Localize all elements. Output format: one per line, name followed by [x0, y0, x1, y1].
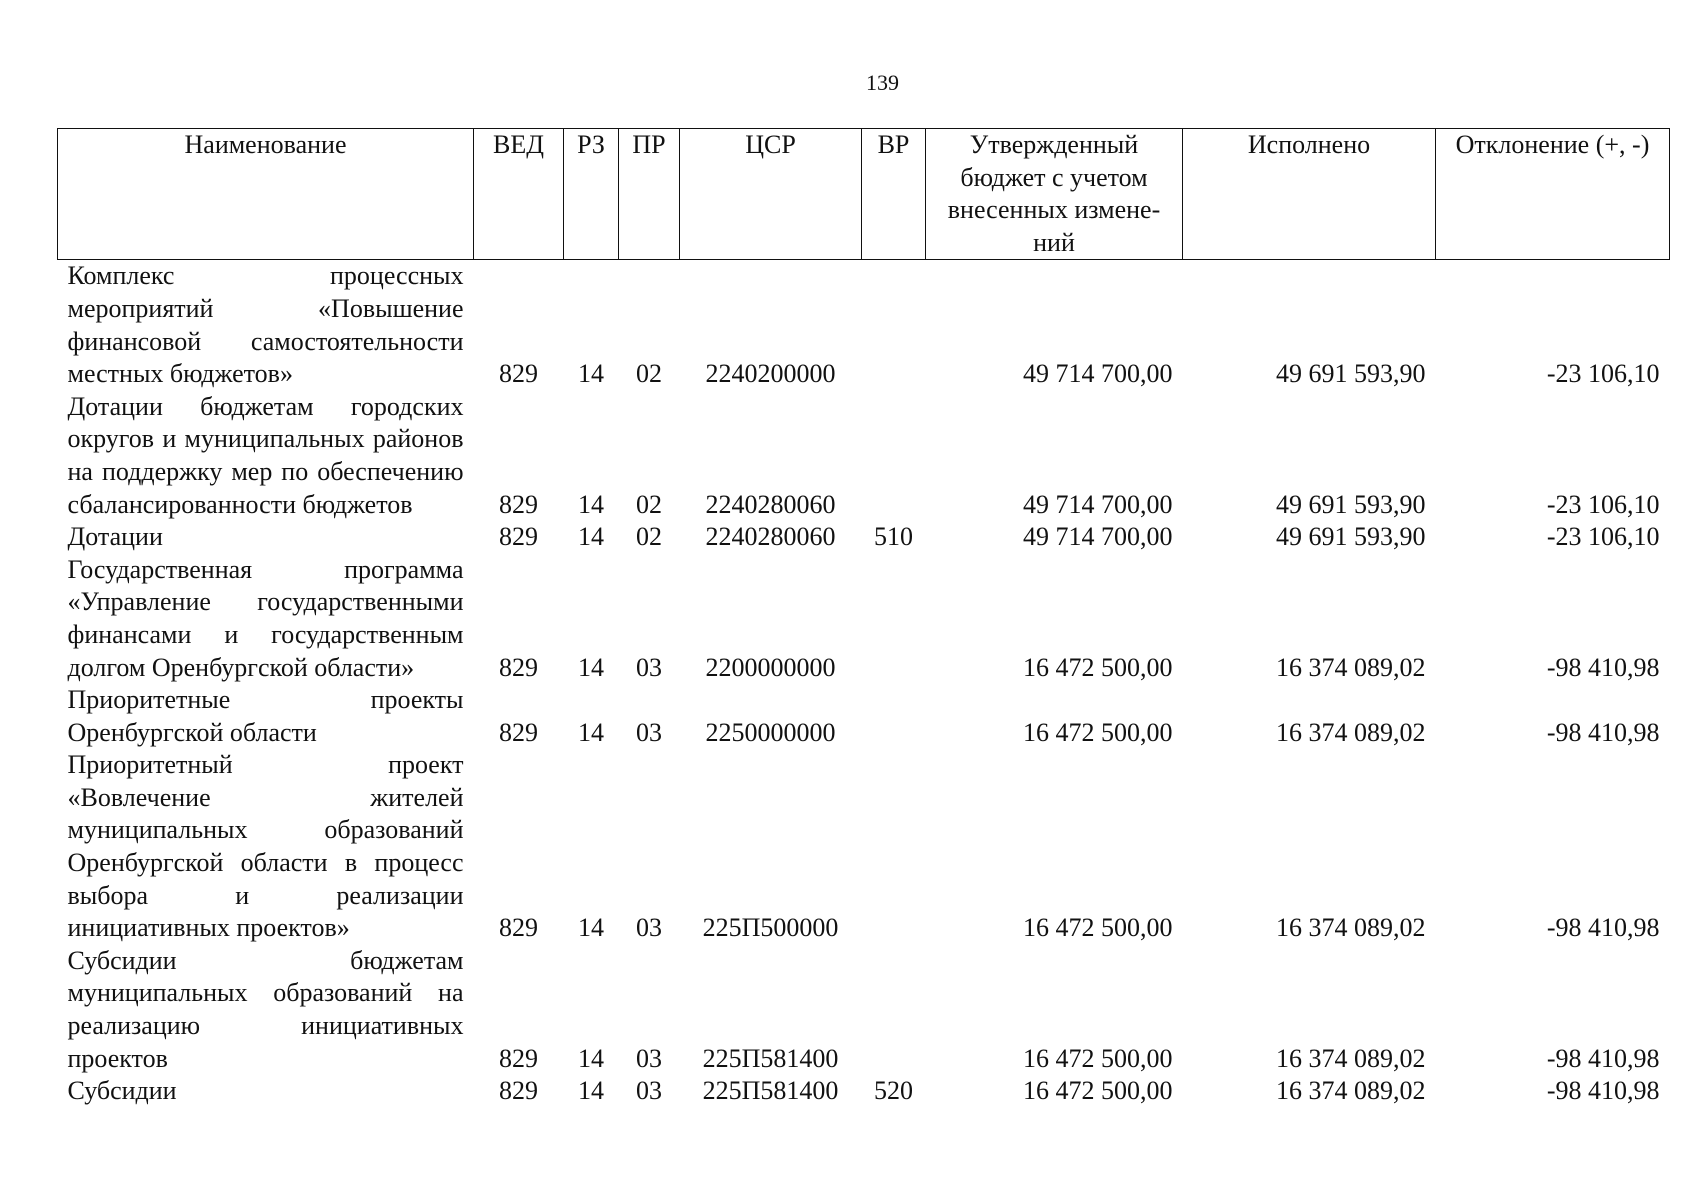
table-row	[58, 554, 1670, 684]
row-done: 16 374 089,02	[1276, 1076, 1426, 1106]
row-pr: 03	[636, 717, 662, 747]
table-row	[58, 1075, 1670, 1108]
table-header	[58, 129, 1670, 260]
row-deviation: -98 410,98	[1546, 1043, 1660, 1073]
row-done: 16 374 089,02	[1276, 717, 1426, 747]
row-name: Государственная программа «Управление государственными финансами и государственным долгом Оренбургской области»	[67, 554, 464, 682]
row-csr: 2240200000	[705, 359, 836, 389]
row-name: Дотации бюджетам городских округов и муниципальных районов на поддержку мер по обеспечению сбалансированности бюджетов	[67, 391, 464, 519]
row-budget: 16 472 500,00	[1023, 717, 1173, 747]
row-rz: 14	[578, 717, 604, 747]
row-deviation: -23 106,10	[1546, 522, 1660, 552]
row-pr: 03	[636, 1076, 662, 1106]
header-vr: ВР	[862, 129, 926, 260]
row-rz: 14	[578, 489, 604, 519]
page-number: 139	[866, 70, 899, 95]
row-csr: 225П500000	[702, 913, 839, 943]
table-row	[58, 684, 1670, 749]
row-rz: 14	[578, 359, 604, 389]
row-name: Субсидии	[67, 1076, 177, 1106]
row-budget: 49 714 700,00	[1023, 522, 1173, 552]
row-csr: 2200000000	[705, 652, 836, 682]
row-pr: 02	[636, 359, 662, 389]
row-deviation: -98 410,98	[1546, 913, 1660, 943]
row-budget: 16 472 500,00	[1023, 1043, 1173, 1073]
row-vr	[862, 749, 926, 945]
row-vr	[862, 945, 926, 1075]
row-done: 16 374 089,02	[1276, 652, 1426, 682]
header-name: Наименование	[58, 129, 474, 260]
row-vr	[862, 554, 926, 684]
row-deviation: -98 410,98	[1546, 1076, 1660, 1106]
row-deviation: -23 106,10	[1546, 489, 1660, 519]
row-budget: 49 714 700,00	[1023, 359, 1173, 389]
table-row	[58, 391, 1670, 521]
row-budget: 16 472 500,00	[1023, 913, 1173, 943]
row-rz: 14	[578, 522, 604, 552]
row-pr: 02	[636, 489, 662, 519]
table-row	[58, 749, 1670, 945]
header-rz: РЗ	[564, 129, 619, 260]
table-row	[58, 521, 1670, 554]
header-done: Исполнено	[1183, 129, 1436, 260]
row-name: Приоритетные проекты Оренбургской области	[67, 685, 464, 747]
row-name: Субсидии бюджетам муниципальных образований на реализацию инициативных проектов	[67, 945, 464, 1073]
row-ved: 829	[499, 913, 538, 943]
row-done: 49 691 593,90	[1276, 359, 1426, 389]
row-rz: 14	[578, 913, 604, 943]
row-vr: 520	[874, 1076, 913, 1106]
row-pr: 03	[636, 652, 662, 682]
row-ved: 829	[499, 717, 538, 747]
row-vr	[862, 391, 926, 521]
row-pr: 03	[636, 913, 662, 943]
row-budget: 16 472 500,00	[1023, 652, 1173, 682]
row-ved: 829	[499, 1076, 538, 1106]
row-deviation: -23 106,10	[1546, 359, 1660, 389]
table-body	[58, 260, 1670, 1108]
row-done: 49 691 593,90	[1276, 522, 1426, 552]
row-done: 16 374 089,02	[1276, 913, 1426, 943]
budget-execution-table	[57, 128, 1670, 1108]
row-csr: 2250000000	[705, 717, 836, 747]
row-rz: 14	[578, 652, 604, 682]
row-name: Приоритетный проект «Вовлечение жителей муниципальных образований Оренбургской области в процесс выбора и реализации инициативных проектов»	[67, 750, 464, 943]
row-vr	[862, 684, 926, 749]
row-deviation: -98 410,98	[1546, 717, 1660, 747]
row-ved: 829	[499, 1043, 538, 1073]
header-ved: ВЕД	[474, 129, 564, 260]
row-rz: 14	[578, 1043, 604, 1073]
header-deviation: Отклонение (+, -)	[1436, 129, 1670, 260]
row-ved: 829	[499, 359, 538, 389]
row-name: Комплекс процессных мероприятий «Повышение финансовой самостоятельности местных бюджетов»	[67, 261, 464, 389]
row-rz: 14	[578, 1076, 604, 1106]
row-pr: 03	[636, 1043, 662, 1073]
header-budget: Утвержденный бюджет с учетом внесенных измене-ний	[926, 129, 1183, 260]
row-ved: 829	[499, 489, 538, 519]
row-budget: 49 714 700,00	[1023, 489, 1173, 519]
row-csr: 225П581400	[702, 1076, 839, 1106]
row-pr: 02	[636, 522, 662, 552]
table-row	[58, 260, 1670, 391]
row-budget: 16 472 500,00	[1023, 1076, 1173, 1106]
row-ved: 829	[499, 652, 538, 682]
row-vr: 510	[874, 522, 913, 552]
row-ved: 829	[499, 522, 538, 552]
row-name: Дотации	[67, 522, 163, 552]
row-csr: 2240280060	[705, 489, 836, 519]
header-csr: ЦСР	[680, 129, 862, 260]
row-csr: 2240280060	[705, 522, 836, 552]
table-row	[58, 945, 1670, 1075]
row-done: 16 374 089,02	[1276, 1043, 1426, 1073]
row-vr	[862, 260, 926, 391]
row-deviation: -98 410,98	[1546, 652, 1660, 682]
row-done: 49 691 593,90	[1276, 489, 1426, 519]
header-pr: ПР	[619, 129, 680, 260]
row-csr: 225П581400	[702, 1043, 839, 1073]
